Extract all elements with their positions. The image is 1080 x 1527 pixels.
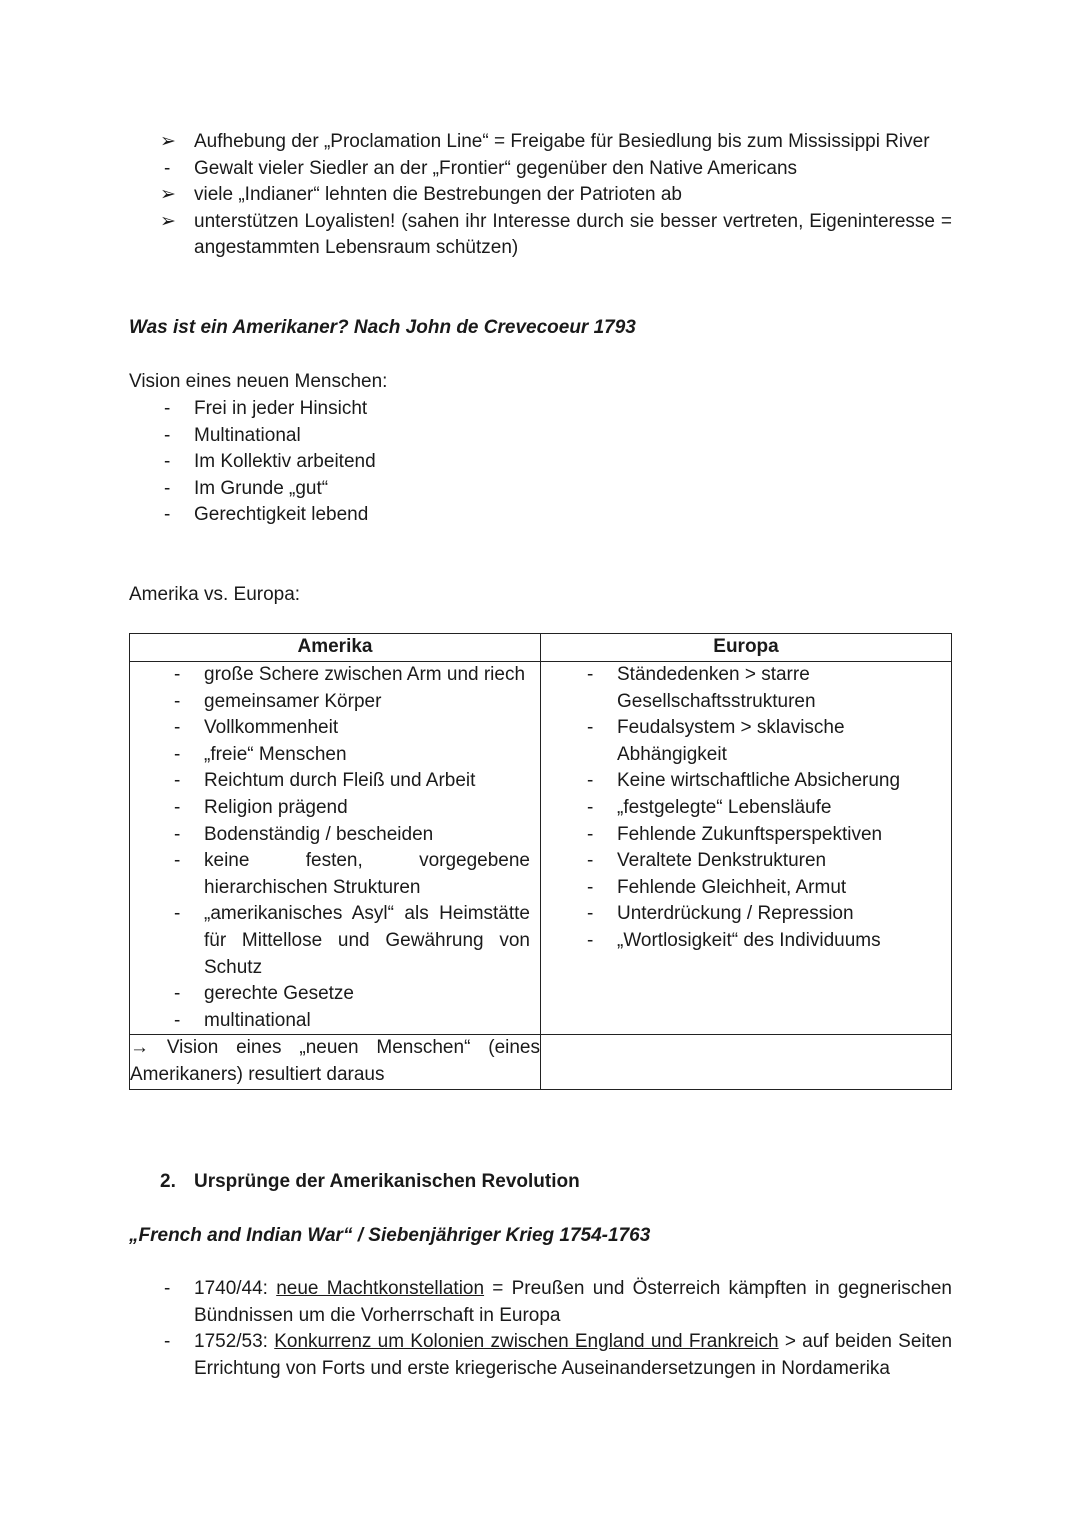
dash-bullet-icon [160, 449, 184, 476]
dash-bullet-icon [160, 1276, 184, 1303]
top-list [160, 129, 952, 262]
list-item: ➢ Aufhebung der „Proclamation Line“ = Freigabe für Besiedlung bis zum Mississippi River [160, 129, 952, 156]
dash-bullet-icon [170, 662, 180, 689]
dash-bullet-icon [170, 901, 180, 928]
list-item: - Fehlende Gleichheit, Armut [583, 875, 941, 902]
dash-bullet-icon [160, 156, 184, 183]
dash-bullet-icon [170, 795, 180, 822]
list-item: - multinational [170, 1008, 530, 1035]
list-item: - 1752/53: Konkurrenz um Kolonien zwischen England und Frankreich > auf beiden Seiten Errichtung von Forts und erste kriegerische Auseinandersetzungen in Nordamerika [160, 1329, 952, 1382]
dash-bullet-icon [170, 689, 180, 716]
dash-bullet-icon [160, 502, 184, 529]
list-item: - Gewalt vieler Siedler an der „Frontier“ gegenüber den Native Americans [160, 156, 952, 183]
dash-bullet-icon [170, 1008, 180, 1035]
amerika-list [130, 662, 540, 1034]
dash-bullet-icon [583, 901, 593, 928]
list-item: - Unterdrückung / Repression [583, 901, 941, 928]
list-item: - „amerikanisches Asyl“ als Heimstätte für Mittellose und Gewährung von Schutz [170, 901, 530, 981]
table-header-row [130, 634, 952, 662]
list-item: - Reichtum durch Fleiß und Arbeit [170, 768, 530, 795]
dash-bullet-icon [583, 822, 593, 849]
dash-bullet-icon [583, 795, 593, 822]
list-item: - „freie“ Menschen [170, 742, 530, 769]
table-row [130, 1035, 952, 1089]
list-item: - Religion prägend [170, 795, 530, 822]
dash-bullet-icon [583, 662, 593, 689]
list-item: - Feudalsystem > sklavische Abhängigkeit [583, 715, 941, 768]
vision-list [160, 396, 952, 529]
comparison-table [129, 633, 952, 1090]
comparison-label: Amerika vs. Europa: [129, 584, 301, 605]
amerika-cell [130, 662, 541, 1035]
list-item: - gerechte Gesetze [170, 981, 530, 1008]
list-item: - Veraltete Denkstrukturen [583, 848, 941, 875]
europa-cell [541, 662, 952, 1035]
list-item: - „Wortlosigkeit“ des Individuums [583, 928, 941, 955]
dash-bullet-icon [583, 875, 593, 902]
dash-bullet-icon [160, 423, 184, 450]
dash-bullet-icon [170, 768, 180, 795]
list-item: - Frei in jeder Hinsicht [160, 396, 952, 423]
section-2-heading [160, 1169, 580, 1196]
section-title: Ursprünge der Amerikanischen Revolution [194, 1171, 580, 1192]
dash-bullet-icon [170, 822, 180, 849]
section-number: 2. [160, 1171, 176, 1192]
list-item: - Multinational [160, 423, 952, 450]
dash-bullet-icon [583, 848, 593, 875]
dash-bullet-icon [583, 768, 593, 795]
list-item: - Im Grunde „gut“ [160, 476, 952, 503]
intro-text: Vision eines neuen Menschen: [129, 371, 388, 392]
dash-bullet-icon [583, 715, 593, 742]
dash-bullet-icon [160, 476, 184, 503]
list-item: - „festgelegte“ Lebensläufe [583, 795, 941, 822]
section-heading-amerikaner: Was ist ein Amerikaner? Nach John de Crevecoeur 1793 [129, 317, 636, 338]
column-header-europa: Europa [541, 634, 952, 662]
list-item: - Keine wirtschaftliche Absicherung [583, 768, 941, 795]
empty-cell [541, 1035, 952, 1089]
list-item: - Fehlende Zukunftsperspektiven [583, 822, 941, 849]
list-item: - Gerechtigkeit lebend [160, 502, 952, 529]
dash-bullet-icon [170, 715, 180, 742]
dash-bullet-icon [170, 742, 180, 769]
arrow-bullet-icon [160, 182, 184, 209]
dash-bullet-icon [170, 981, 180, 1008]
list-item: - keine festen, vorgegebene hierarchischen Strukturen [170, 848, 530, 901]
list-item: - Bodenständig / bescheiden [170, 822, 530, 849]
list-item: - gemeinsamer Körper [170, 689, 530, 716]
list-item: ➢ viele „Indianer“ lehnten die Bestrebungen der Patrioten ab [160, 182, 952, 209]
section-2-subheading: „French and Indian War“ / Siebenjähriger Krieg 1754-1763 [129, 1225, 651, 1246]
dash-bullet-icon [170, 848, 180, 875]
dash-bullet-icon [583, 928, 593, 955]
arrow-bullet-icon [160, 129, 184, 156]
column-header-amerika: Amerika [130, 634, 541, 662]
list-item: - Im Kollektiv arbeitend [160, 449, 952, 476]
conclusion-cell: → Vision eines „neuen Menschen“ (eines Amerikaners) resultiert daraus [130, 1035, 541, 1089]
europa-list [541, 662, 951, 955]
dash-bullet-icon [160, 396, 184, 423]
list-item: - 1740/44: neue Machtkonstellation = Preußen und Österreich kämpften in gegnerischen Bündnissen um die Vorherrschaft in Europa [160, 1276, 952, 1329]
arrow-bullet-icon [160, 209, 184, 236]
history-list [160, 1276, 952, 1382]
list-item: - Ständedenken > starre Gesellschaftsstrukturen [583, 662, 941, 715]
table-row [130, 662, 952, 1035]
list-item: ➢ unterstützen Loyalisten! (sahen ihr Interesse durch sie besser vertreten, Eigeninteresse = angestammten Lebensraum schützen) [160, 209, 952, 262]
dash-bullet-icon [160, 1329, 184, 1356]
list-item: - Vollkommenheit [170, 715, 530, 742]
list-item: - große Schere zwischen Arm und riech [170, 662, 530, 689]
